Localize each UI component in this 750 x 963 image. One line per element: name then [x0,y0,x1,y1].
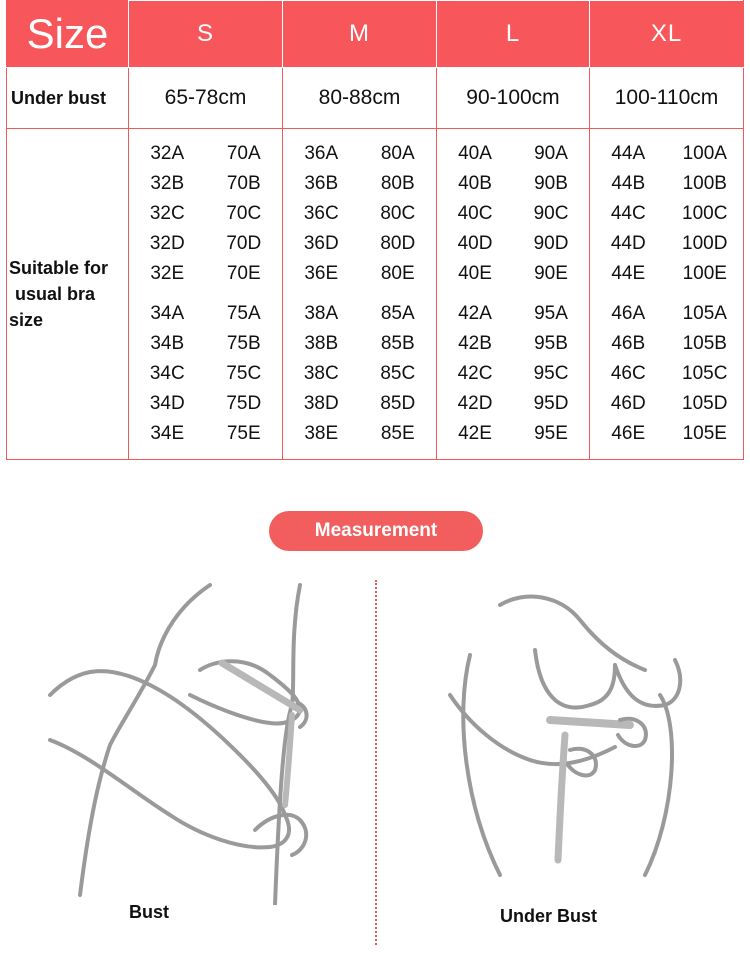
us-bra-size: 34B [150,333,185,354]
us-bra-size: 40D [457,233,493,254]
dotted-divider [375,580,377,945]
us-bra-size: 34A [150,303,185,324]
eu-bra-size: 105C [682,363,728,384]
suitable-label [7,129,129,460]
us-bra-size: 40A [458,143,492,164]
eu-bra-size: 85C [380,363,416,384]
eu-bra-size: 85E [380,423,415,444]
size-xl-header: XL [590,1,744,68]
size-group [283,139,436,289]
measurement-badge: Measurement [269,511,483,551]
size-group [283,299,436,449]
eu-bra-size: 80B [380,173,415,194]
us-bra-size: 32D [149,233,185,254]
us-bra-size: 36C [303,203,339,224]
us-bra-size: 46C [610,363,646,384]
size-m-header: M [283,1,437,68]
us-bra-size: 46D [610,393,646,414]
size-group [437,299,589,449]
eu-bra-size: 90E [534,263,568,284]
eu-bra-size: 85D [380,393,416,414]
eu-bra-size: 105B [682,333,727,354]
us-bra-size: 42B [458,333,492,354]
us-bra-size: 44A [611,143,646,164]
suitable-cell-s [129,129,283,460]
us-bra-size: 38C [303,363,339,384]
under-bust-value-m: 80-88cm [283,68,437,129]
eu-bra-size: 80C [380,203,416,224]
suitable-cell-l [437,129,590,460]
us-bra-size: 40C [457,203,493,224]
size-header-row [7,1,744,68]
eu-bra-size: 100E [682,263,727,284]
us-bra-size: 40E [458,263,492,284]
eu-bra-size: 90D [533,233,569,254]
suitable-cell-xl [590,129,744,460]
size-s-header: S [129,1,283,68]
eu-bra-size: 105E [682,423,727,444]
eu-bra-size: 75A [226,303,261,324]
eu-bra-size: 80A [380,143,415,164]
us-bra-size: 38D [303,393,339,414]
under-bust-caption: Under Bust [500,906,598,926]
us-bra-size: 42D [457,393,493,414]
suitable-size-row [7,129,744,460]
us-bra-size: 40B [458,173,492,194]
eu-bra-size: 90A [534,143,568,164]
us-bra-size: 44E [611,263,646,284]
size-chart-table [6,0,744,460]
eu-bra-size: 105A [682,303,727,324]
eu-bra-size: 95D [533,393,569,414]
eu-bra-size: 70E [226,263,261,284]
size-group [437,139,589,289]
bust-measurement-illustration [30,575,360,905]
size-corner-label: Size [7,1,129,68]
size-group [590,139,743,289]
eu-bra-size: 75E [226,423,261,444]
eu-bra-size: 80E [380,263,415,284]
us-bra-size: 36D [303,233,339,254]
us-bra-size: 32A [150,143,185,164]
eu-bra-size: 70A [226,143,261,164]
under-bust-value-l: 90-100cm [437,68,590,129]
suitable-label-line: size [9,310,44,330]
suitable-label-line: usual bra [15,284,96,304]
eu-bra-size: 95C [533,363,569,384]
eu-bra-size: 70C [226,203,262,224]
eu-bra-size: 85A [380,303,415,324]
suitable-cell-m [283,129,437,460]
eu-bra-size: 70D [226,233,262,254]
eu-bra-size: 100B [682,173,727,194]
eu-bra-size: 95B [534,333,568,354]
eu-bra-size: 100A [682,143,727,164]
eu-bra-size: 80D [380,233,416,254]
us-bra-size: 38A [304,303,339,324]
us-bra-size: 36E [304,263,339,284]
under-bust-measurement-illustration [430,575,700,905]
us-bra-size: 42A [458,303,492,324]
eu-bra-size: 75D [226,393,262,414]
size-group [129,299,282,449]
us-bra-size: 38B [304,333,339,354]
eu-bra-size: 70B [226,173,261,194]
under-bust-value-xl: 100-110cm [590,68,744,129]
us-bra-size: 34E [150,423,185,444]
us-bra-size: 32B [150,173,185,194]
eu-bra-size: 100C [682,203,728,224]
eu-bra-size: 105D [682,393,728,414]
us-bra-size: 46B [611,333,646,354]
us-bra-size: 38E [304,423,339,444]
us-bra-size: 36B [304,173,339,194]
us-bra-size: 46A [611,303,646,324]
us-bra-size: 44C [610,203,646,224]
us-bra-size: 36A [304,143,339,164]
eu-bra-size: 75C [226,363,262,384]
bust-caption: Bust [129,902,169,922]
us-bra-size: 32C [149,203,185,224]
us-bra-size: 44B [611,173,646,194]
us-bra-size: 42E [458,423,492,444]
under-bust-row [7,68,744,129]
eu-bra-size: 95E [534,423,568,444]
size-group [590,299,743,449]
size-l-header: L [437,1,590,68]
under-bust-value-s: 65-78cm [129,68,283,129]
eu-bra-size: 100D [682,233,728,254]
us-bra-size: 34D [149,393,185,414]
eu-bra-size: 90C [533,203,569,224]
us-bra-size: 46E [611,423,646,444]
eu-bra-size: 85B [380,333,415,354]
us-bra-size: 34C [149,363,185,384]
under-bust-label: Under bust [7,68,129,129]
suitable-label-line: Suitable for [9,258,109,278]
us-bra-size: 42C [457,363,493,384]
us-bra-size: 32E [150,263,185,284]
eu-bra-size: 95A [534,303,568,324]
eu-bra-size: 90B [534,173,568,194]
us-bra-size: 44D [610,233,646,254]
size-group [129,139,282,289]
eu-bra-size: 75B [226,333,261,354]
